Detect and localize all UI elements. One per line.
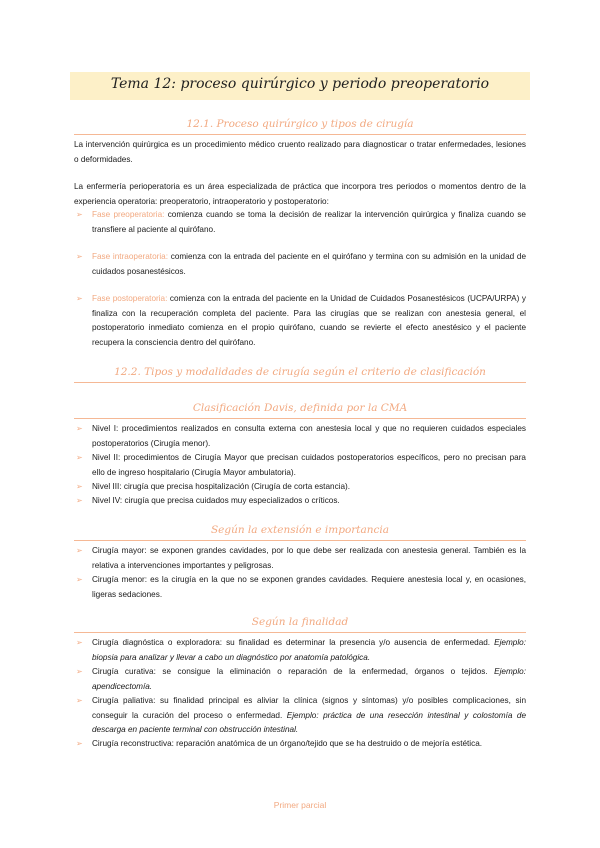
subheading-rule-extension [74,540,526,541]
subheading-extension: Según la extensión e importancia [210,524,390,536]
section-heading-1: 12.1. Proceso quirúrgico y tipos de cirugía [186,118,414,130]
arrow-bullet-icon: ➢ [76,638,83,647]
section-rule-2 [74,382,526,383]
subheading-rule-davis [74,418,526,419]
list-item-phase-post [76,292,526,350]
arrow-bullet-icon: ➢ [76,696,83,705]
list-item-finalidad: ➢ Cirugía paliativa: su finalidad principal es aliviar la clínica (signos y síntomas) y/o posibles complicaciones, sin conseguir la curación del proceso o enfermedad. Ejemplo: práctica de una resección intestinal y colostomía de descarga en paciente terminal con obstrucción intestinal. [76,696,527,734]
list-item-finalidad: ➢ Cirugía diagnóstica o exploradora: su finalidad es determinar la presencia y/o ausencia de enfermedad. Ejemplo: biopsia para analizar y llevar a cabo un diagnóstico por anatomía patológica. [76,638,526,662]
arrow-bullet-icon: ➢ [76,546,83,555]
arrow-bullet-icon: ➢ [76,210,83,219]
phase-text: comienza con la entrada del paciente en la Unidad de Cuidados Posanestésicos (UCPA/URPA) y finaliza con la recuperación completa del paciente. Para las cirugías que se realizan con anestesia general, el postoperatorio inmediato comienza en el propio quirófano, cuando se revierte el efecto anestésico y el paciente recupera la consciencia dentro del quirófano. [92,294,526,347]
page-title: Tema 12: proceso quirúrgico y periodo preoperatorio [110,76,490,92]
list-item-davis: ➢ Nivel II: procedimientos de Cirugía Mayor que precisan cuidados postoperatorios específicos, pero no precisan para ello de ingreso hospitalario (Cirugía Mayor ambulatoria). [76,453,526,477]
subheading-rule-finalidad [74,632,526,633]
example-text: Ejemplo: biopsia para analizar y llevar a cabo un diagnóstico por anatomía patológica. [92,638,526,662]
list-item-extension: ➢ Cirugía mayor: se exponen grandes cavidades, por lo que debe ser realizada con anestesia general. También es la relativa a intervenciones importantes y peligrosas. [76,546,526,570]
subheading-finalidad: Según la finalidad [251,616,349,628]
arrow-bullet-icon: ➢ [76,252,83,261]
arrow-bullet-icon: ➢ [76,453,83,462]
paragraph-intro: La intervención quirúrgica es un procedimiento médico cruento realizado para diagnosticar o tratar enfermedades, lesiones o deformidades. [74,140,526,164]
arrow-bullet-icon: ➢ [76,667,83,676]
arrow-bullet-icon: ➢ [76,424,83,433]
phase-name: Fase preoperatoria: [92,210,165,219]
phase-name: Fase postoperatoria: [92,294,168,303]
arrow-bullet-icon: ➢ [76,575,83,584]
arrow-bullet-icon: ➢ [76,739,83,748]
arrow-bullet-icon: ➢ [76,496,83,505]
example-text: Ejemplo: práctica de una resección intestinal y colostomía de descarga en paciente terminal con obstrucción intestinal. [92,710,527,734]
section-heading-2: 12.2. Tipos y modalidades de cirugía según el criterio de clasificación [114,366,486,378]
list-item-phase-intra [76,250,527,279]
arrow-bullet-icon: ➢ [76,294,83,303]
list-item-davis: ➢ Nivel III: cirugía que precisa hospitalización (Cirugía de corta estancia). [92,480,526,495]
page-footer: Primer parcial [273,800,327,810]
phase-text: comienza con la entrada del paciente en el quirófano y termina con su admisión en la unidad de cuidados posanestésicos. [92,252,527,276]
list-item-davis: ➢ Nivel IV: cirugía que precisa cuidados muy especializados o críticos. [92,494,526,509]
phase-name: Fase intraoperatoria: [92,252,168,261]
list-item-extension: ➢ Cirugía menor: es la cirugía en la que no se exponen grandes cavidades. Requiere anestesia local y, en ocasiones, ligeras sedaciones. [76,575,526,599]
phase-text: comienza cuando se toma la decisión de realizar la intervención quirúrgica y finaliza cuando se transfiere al paciente al quirófano. [92,210,526,234]
list-item-davis: ➢ Nivel I: procedimientos realizados en consulta externa con anestesia local y que no requieren cuidados especiales postoperatorios (Cirugía menor). [76,424,526,448]
example-text: Ejemplo: apendicectomía. [92,667,526,691]
paragraph-perioperative: La enfermería perioperatoria es un área especializada de práctica que incorpora tres periodos o momentos dentro de la experiencia operatoria: preoperatorio, intraoperatorio y postoperatorio: [74,182,526,206]
section-rule-1 [74,134,526,135]
list-item-finalidad: ➢ Cirugía curativa: se consigue la eliminación o reparación de la enfermedad, órganos o tejidos. Ejemplo: apendicectomía. [76,667,526,691]
list-item-finalidad: ➢ Cirugía reconstructiva: reparación anatómica de un órgano/tejido que se ha destruido o de mejoría estética. [92,737,526,752]
arrow-bullet-icon: ➢ [76,482,83,491]
subheading-davis: Clasificación Davis, definida por la CMA [192,402,408,414]
list-item-phase-pre [76,208,526,237]
